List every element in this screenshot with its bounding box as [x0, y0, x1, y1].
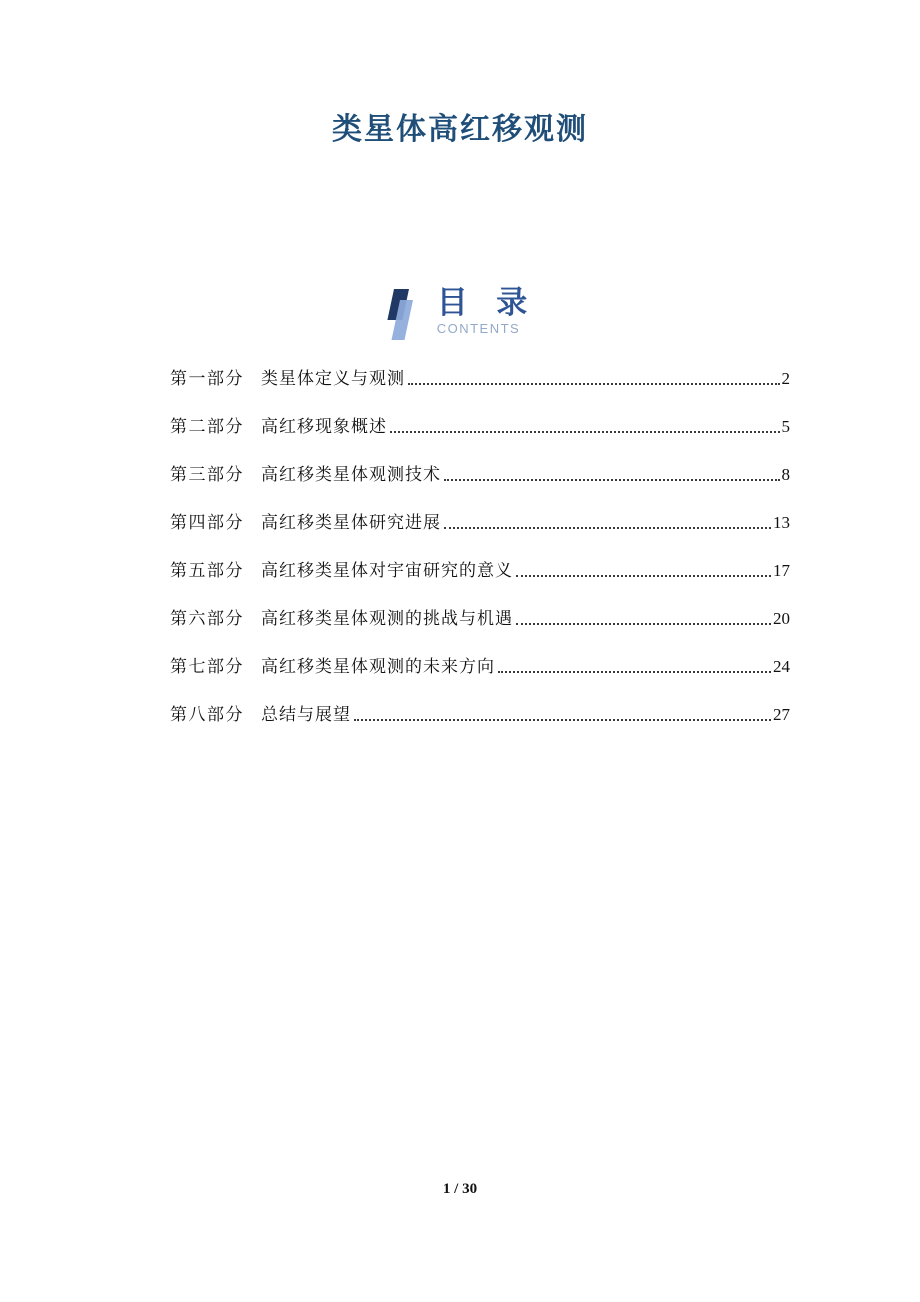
page-title: 类星体高红移观测: [332, 113, 588, 146]
toc-entry-page: 8: [781, 465, 790, 484]
toc-leader-dots: [444, 527, 771, 529]
toc-entry[interactable]: [170, 562, 790, 580]
toc-header: [0, 286, 920, 348]
toc-entry-page: 2: [781, 369, 790, 388]
toc-leader-dots: [516, 623, 771, 625]
toc-accent-bars-icon: [383, 286, 429, 348]
toc-heading-block: [437, 286, 538, 336]
toc-entry-page: 13: [773, 513, 790, 532]
toc-entry-title: 高红移现象概述: [261, 417, 387, 436]
toc-entry-title: 高红移类星体对宇宙研究的意义: [261, 561, 513, 580]
toc-entry[interactable]: [170, 706, 790, 724]
toc-leader-dots: [516, 575, 771, 577]
toc-leader-dots: [354, 719, 771, 721]
toc-entry-section: 第三部分: [170, 465, 244, 484]
toc-entry-section: 第五部分: [170, 561, 244, 580]
toc-entry-section: 第八部分: [170, 705, 244, 724]
toc-leader-dots: [498, 671, 771, 673]
toc-leader-dots: [390, 431, 780, 433]
toc-entry-page: 17: [773, 561, 790, 580]
toc-leader-dots: [444, 479, 780, 481]
toc-entry[interactable]: [170, 658, 790, 676]
toc-entry[interactable]: [170, 466, 790, 484]
toc-entry-title: 高红移类星体观测的未来方向: [261, 657, 495, 676]
toc-entry-title: 类星体定义与观测: [261, 369, 405, 388]
toc-entry-title: 高红移类星体观测的挑战与机遇: [261, 609, 513, 628]
toc-entry-section: 第一部分: [170, 369, 244, 388]
toc-entry-section: 第七部分: [170, 657, 244, 676]
toc-entry-section: 第四部分: [170, 513, 244, 532]
toc-entry[interactable]: [170, 514, 790, 532]
toc-leader-dots: [408, 383, 780, 385]
toc-entry-section: 第六部分: [170, 609, 244, 628]
page-number-indicator: 1 / 30: [442, 1181, 478, 1197]
toc-entry-page: 20: [773, 609, 790, 628]
toc-list: [170, 370, 790, 754]
toc-entry-page: 27: [773, 705, 790, 724]
toc-heading: 目 录: [436, 285, 538, 320]
toc-entry-title: 高红移类星体观测技术: [261, 465, 441, 484]
toc-heading-subtitle: CONTENTS: [436, 321, 521, 336]
toc-entry-section: 第二部分: [170, 417, 244, 436]
toc-entry[interactable]: [170, 370, 790, 388]
toc-entry-title: 高红移类星体研究进展: [261, 513, 441, 532]
toc-entry[interactable]: [170, 418, 790, 436]
toc-entry[interactable]: [170, 610, 790, 628]
toc-entry-title: 总结与展望: [261, 705, 351, 724]
toc-entry-page: 5: [781, 417, 790, 436]
toc-entry-page: 24: [773, 657, 790, 676]
